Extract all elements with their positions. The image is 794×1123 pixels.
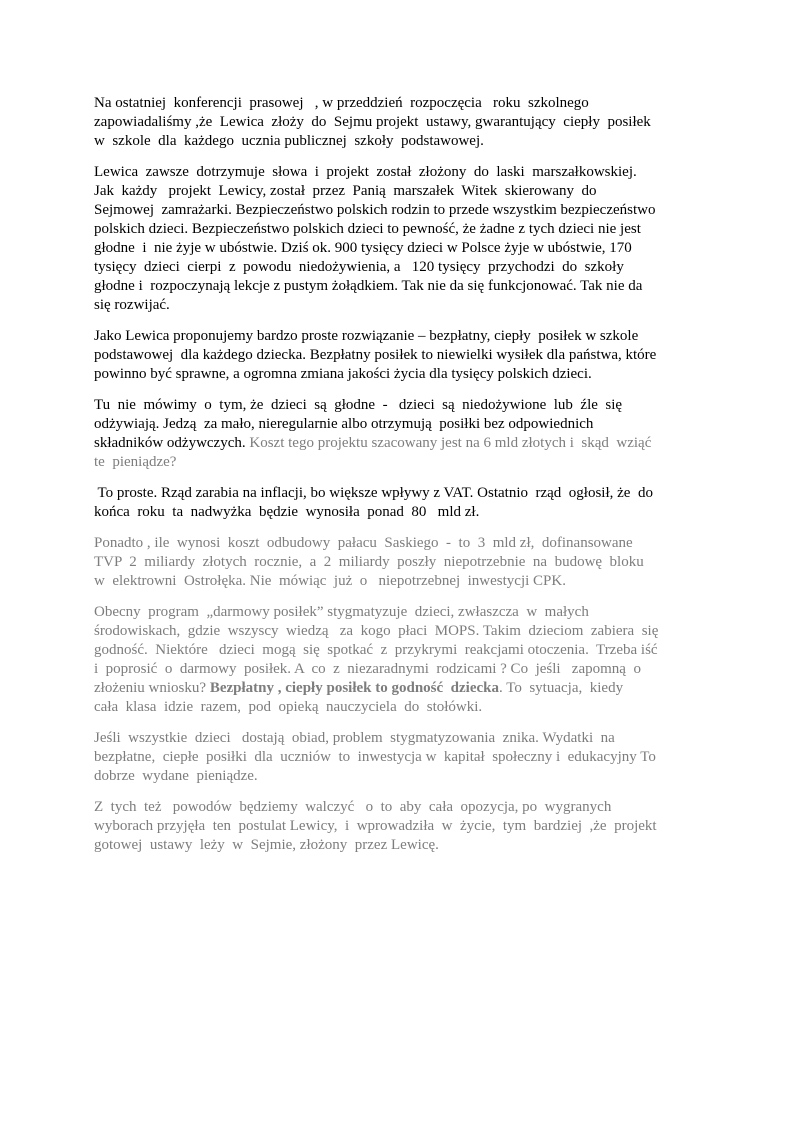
- text-line: [94, 346, 712, 365]
- paragraph: [94, 94, 712, 151]
- text-segment: głodne i nie żyje w ubóstwie. Dziś ok. 900 tysięcy dzieci w Polsce żyje w ubóstwie, 170: [94, 240, 632, 256]
- text-line: [94, 258, 712, 277]
- text-line: [94, 503, 712, 522]
- text-segment: Jak każdy projekt Lewicy, został przez Panią marszałek Witek skierowany do: [94, 183, 597, 199]
- text-segment: gotowej ustawy leży w Sejmie, złożony przez Lewicę.: [94, 837, 439, 853]
- text-segment: Obecny program „darmowy posiłek” stygmatyzuje dzieci, zwłaszcza w małych: [94, 604, 589, 620]
- text-segment: cała klasa idzie razem, pod opieką nauczyciela do stołówki.: [94, 699, 483, 715]
- text-segment: zapowiadaliśmy ,że Lewica złoży do Sejmu projekt ustawy, gwarantujący ciepły posiłek: [94, 114, 651, 130]
- text-line: [94, 453, 712, 472]
- document-body: [94, 94, 712, 867]
- text-segment: wyborach przyjęła ten postulat Lewicy, i wprowadziła w życie, tym bardziej ,że projekt: [94, 818, 657, 834]
- text-line: [94, 365, 712, 384]
- paragraph: [94, 603, 712, 717]
- text-segment: powinno być sprawne, a ogromna zmiana jakości życia dla tysięcy polskich dzieci.: [94, 366, 592, 382]
- text-line: [94, 434, 712, 453]
- text-segment: polskich dzieci. Bezpieczeństwo polskich dzieci to pewność, że żadne z tych dzieci nie jest: [94, 221, 641, 237]
- text-line: [94, 660, 712, 679]
- emphasized-text: Bezpłatny , ciepły posiłek to godność dziecka: [209, 680, 499, 696]
- text-line: [94, 239, 712, 258]
- text-segment: To proste. Rząd zarabia na inflacji, bo większe wpływy z VAT. Ostatnio rząd ogłosił, że do: [94, 485, 653, 501]
- text-line: [94, 296, 712, 315]
- text-segment: bezpłatne, ciepłe posiłki dla uczniów to inwestycja w kapitał społeczny i edukacyjny To: [94, 749, 656, 765]
- text-line: [94, 572, 712, 591]
- text-segment: złożeniu wniosku?: [94, 680, 210, 696]
- text-segment: i poprosić o darmowy posiłek. A co z niezaradnymi rodzicami ? Co jeśli zapomną o: [94, 661, 641, 677]
- text-line: [94, 622, 712, 641]
- text-segment: Ponadto , ile wynosi koszt odbudowy pałacu Saskiego - to 3 mld zł, dofinansowane: [94, 535, 633, 551]
- text-segment: Tu nie mówimy o tym, że dzieci są głodne - dzieci są niedożywione lub źle się: [94, 397, 623, 413]
- text-line: [94, 163, 712, 182]
- text-line: [94, 767, 712, 786]
- text-line: [94, 817, 712, 836]
- text-line: [94, 553, 712, 572]
- text-line: [94, 94, 712, 113]
- text-segment: podstawowej dla każdego dziecka. Bezpłatny posiłek to niewielki wysiłek dla państwa, które: [94, 347, 657, 363]
- text-segment: się rozwijać.: [94, 297, 170, 313]
- text-segment: godność. Niektóre dzieci mogą się spotkać z przykrymi reakcjami otoczenia. Trzeba iść: [94, 642, 658, 658]
- text-line: [94, 113, 712, 132]
- text-line: [94, 415, 712, 434]
- text-line: [94, 603, 712, 622]
- text-segment: w szkole dla każdego ucznia publicznej szkoły podstawowej.: [94, 133, 484, 149]
- text-segment: składników odżywczych.: [94, 435, 250, 451]
- text-segment: w elektrowni Ostrołęka. Nie mówiąc już o niepotrzebnej inwestycji CPK.: [94, 573, 566, 589]
- text-line: [94, 534, 712, 553]
- text-line: [94, 836, 712, 855]
- text-segment: Jeśli wszystkie dzieci dostają obiad, problem stygmatyzowania znika. Wydatki na: [94, 730, 615, 746]
- text-segment: tysięcy dzieci cierpi z powodu niedożywienia, a 120 tysięcy przychodzi do szkoły: [94, 259, 624, 275]
- text-line: [94, 641, 712, 660]
- text-line: [94, 182, 712, 201]
- text-segment: Jako Lewica proponujemy bardzo proste rozwiązanie – bezpłatny, ciepły posiłek w szkole: [94, 328, 639, 344]
- text-segment: te pieniądze?: [94, 454, 177, 470]
- text-line: [94, 484, 712, 503]
- text-segment: końca roku ta nadwyżka będzie wynosiła ponad 80 mld zł.: [94, 504, 480, 520]
- paragraph: [94, 729, 712, 786]
- text-line: [94, 698, 712, 717]
- paragraph: [94, 534, 712, 591]
- text-line: [94, 798, 712, 817]
- text-line: [94, 748, 712, 767]
- text-segment: Z tych też powodów będziemy walczyć o to aby cała opozycja, po wygranych: [94, 799, 612, 815]
- text-line: [94, 220, 712, 239]
- text-line: [94, 396, 712, 415]
- text-line: [94, 277, 712, 296]
- text-line: [94, 201, 712, 220]
- paragraph: [94, 396, 712, 472]
- paragraph: [94, 163, 712, 315]
- paragraph: [94, 798, 712, 855]
- paragraph: [94, 327, 712, 384]
- text-segment: dobrze wydane pieniądze.: [94, 768, 258, 784]
- text-segment: TVP 2 miliardy złotych rocznie, a 2 miliardy poszły niepotrzebnie na budowę bloku: [94, 554, 644, 570]
- text-segment: głodne i rozpoczynają lekcje z pustym żołądkiem. Tak nie da się funkcjonować. Tak nie da: [94, 278, 643, 294]
- text-line: [94, 132, 712, 151]
- text-line: [94, 327, 712, 346]
- paragraph: [94, 484, 712, 522]
- text-segment: środowiskach, gdzie wszyscy wiedzą za kogo płaci MOPS. Takim dzieciom zabiera się: [94, 623, 659, 639]
- text-line: [94, 679, 712, 698]
- text-segment: Koszt tego projektu szacowany jest na 6 mld złotych i skąd wziąć: [249, 435, 652, 451]
- text-line: [94, 729, 712, 748]
- text-segment: Sejmowej zamrażarki. Bezpieczeństwo polskich rodzin to przede wszystkim bezpieczeństwo: [94, 202, 656, 218]
- text-segment: . To sytuacja, kiedy: [499, 680, 624, 696]
- text-segment: Lewica zawsze dotrzymuje słowa i projekt został złożony do laski marszałkowskiej.: [94, 164, 637, 180]
- text-segment: odżywiają. Jedzą za mało, nieregularnie albo otrzymują posiłki bez odpowiednich: [94, 416, 594, 432]
- text-segment: Na ostatniej konferencji prasowej , w przeddzień rozpoczęcia roku szkolnego: [94, 95, 589, 111]
